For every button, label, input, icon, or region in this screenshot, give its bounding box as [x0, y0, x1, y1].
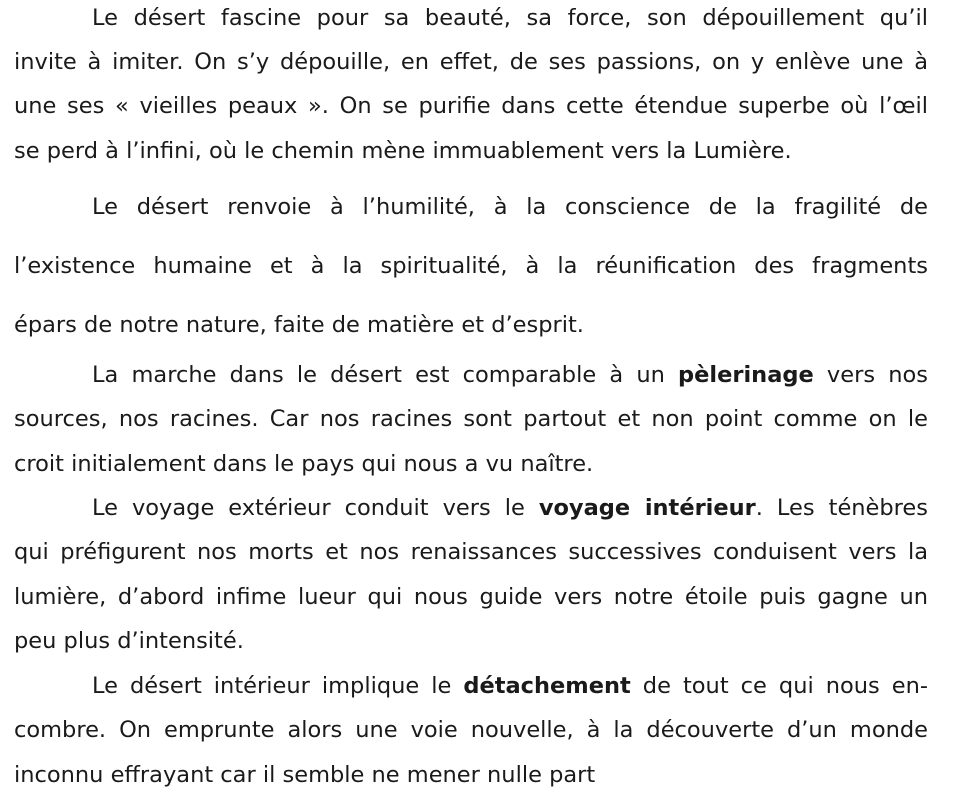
- text-segment: Le voyage extérieur conduit vers le: [92, 495, 539, 521]
- paragraph-5-line-3: [14, 759, 928, 791]
- paragraph-2-line-3: [14, 309, 928, 341]
- paragraph-4-line-3: [14, 581, 928, 613]
- paragraph-4-line-1: [92, 492, 928, 524]
- text-segment: une ses « vieilles peaux ». On se purifie dans cette étendue superbe où l’œil: [14, 93, 928, 119]
- text-segment: épars de notre nature, faite de matière et d’esprit.: [14, 312, 584, 338]
- text-segment: Le désert intérieur implique le: [92, 673, 464, 699]
- text-segment: . Les ténèbres: [755, 495, 928, 521]
- paragraph-3-line-2: [14, 403, 928, 435]
- paragraph-1-line-3: [14, 90, 928, 122]
- text-segment: Le désert fascine pour sa beauté, sa force, son dépouillement qu’il: [92, 5, 928, 31]
- paragraph-5-line-2: [14, 714, 928, 746]
- paragraph-4-line-2: [14, 536, 928, 568]
- text-segment: Le désert renvoie à l’humilité, à la conscience de la fragilité de: [92, 194, 928, 220]
- paragraph-1-line-2: [14, 46, 928, 78]
- paragraph-5-line-1: [92, 670, 928, 702]
- paragraph-3-line-1: [92, 359, 928, 391]
- text-segment: peu plus d’intensité.: [14, 628, 244, 654]
- paragraph-1-line-1: [92, 2, 928, 34]
- text-segment: lumière, d’abord infime lueur qui nous guide vers notre étoile puis gagne un: [14, 584, 928, 610]
- text-segment: vers nos: [813, 362, 928, 388]
- paragraph-3-line-3: [14, 448, 928, 480]
- text-segment: combre. On emprunte alors une voie nouvelle, à la découverte d’un monde: [14, 717, 928, 743]
- text-segment: croit initialement dans le pays qui nous a vu naître.: [14, 451, 594, 477]
- paragraph-4-line-4: [14, 625, 928, 657]
- text-segment: inconnu effrayant car il semble ne mener nulle part: [14, 762, 596, 788]
- bold-term-voyage-interieur: voyage intérieur: [538, 495, 756, 521]
- text-segment: se perd à l’infini, où le chemin mène immuablement vers la Lumière.: [14, 138, 792, 164]
- text-segment: La marche dans le désert est comparable à un: [92, 362, 679, 388]
- paragraph-2-line-2: [14, 250, 928, 282]
- text-segment: sources, nos racines. Car nos racines sont partout et non point comme on le: [14, 406, 928, 432]
- text-segment: de tout ce qui nous en-: [630, 673, 928, 699]
- bold-term-pelerinage: pèlerinage: [678, 362, 814, 388]
- paragraph-2-line-1: [92, 191, 928, 223]
- paragraph-1-line-4: [14, 135, 928, 167]
- text-segment: l’existence humaine et à la spiritualité, à la réunification des fragments: [14, 253, 928, 279]
- text-segment: qui préfigurent nos morts et nos renaissances successives conduisent vers la: [14, 539, 928, 565]
- text-segment: invite à imiter. On s’y dépouille, en effet, de ses passions, on y enlève une à: [14, 49, 928, 75]
- bold-term-detachement: détachement: [463, 673, 631, 699]
